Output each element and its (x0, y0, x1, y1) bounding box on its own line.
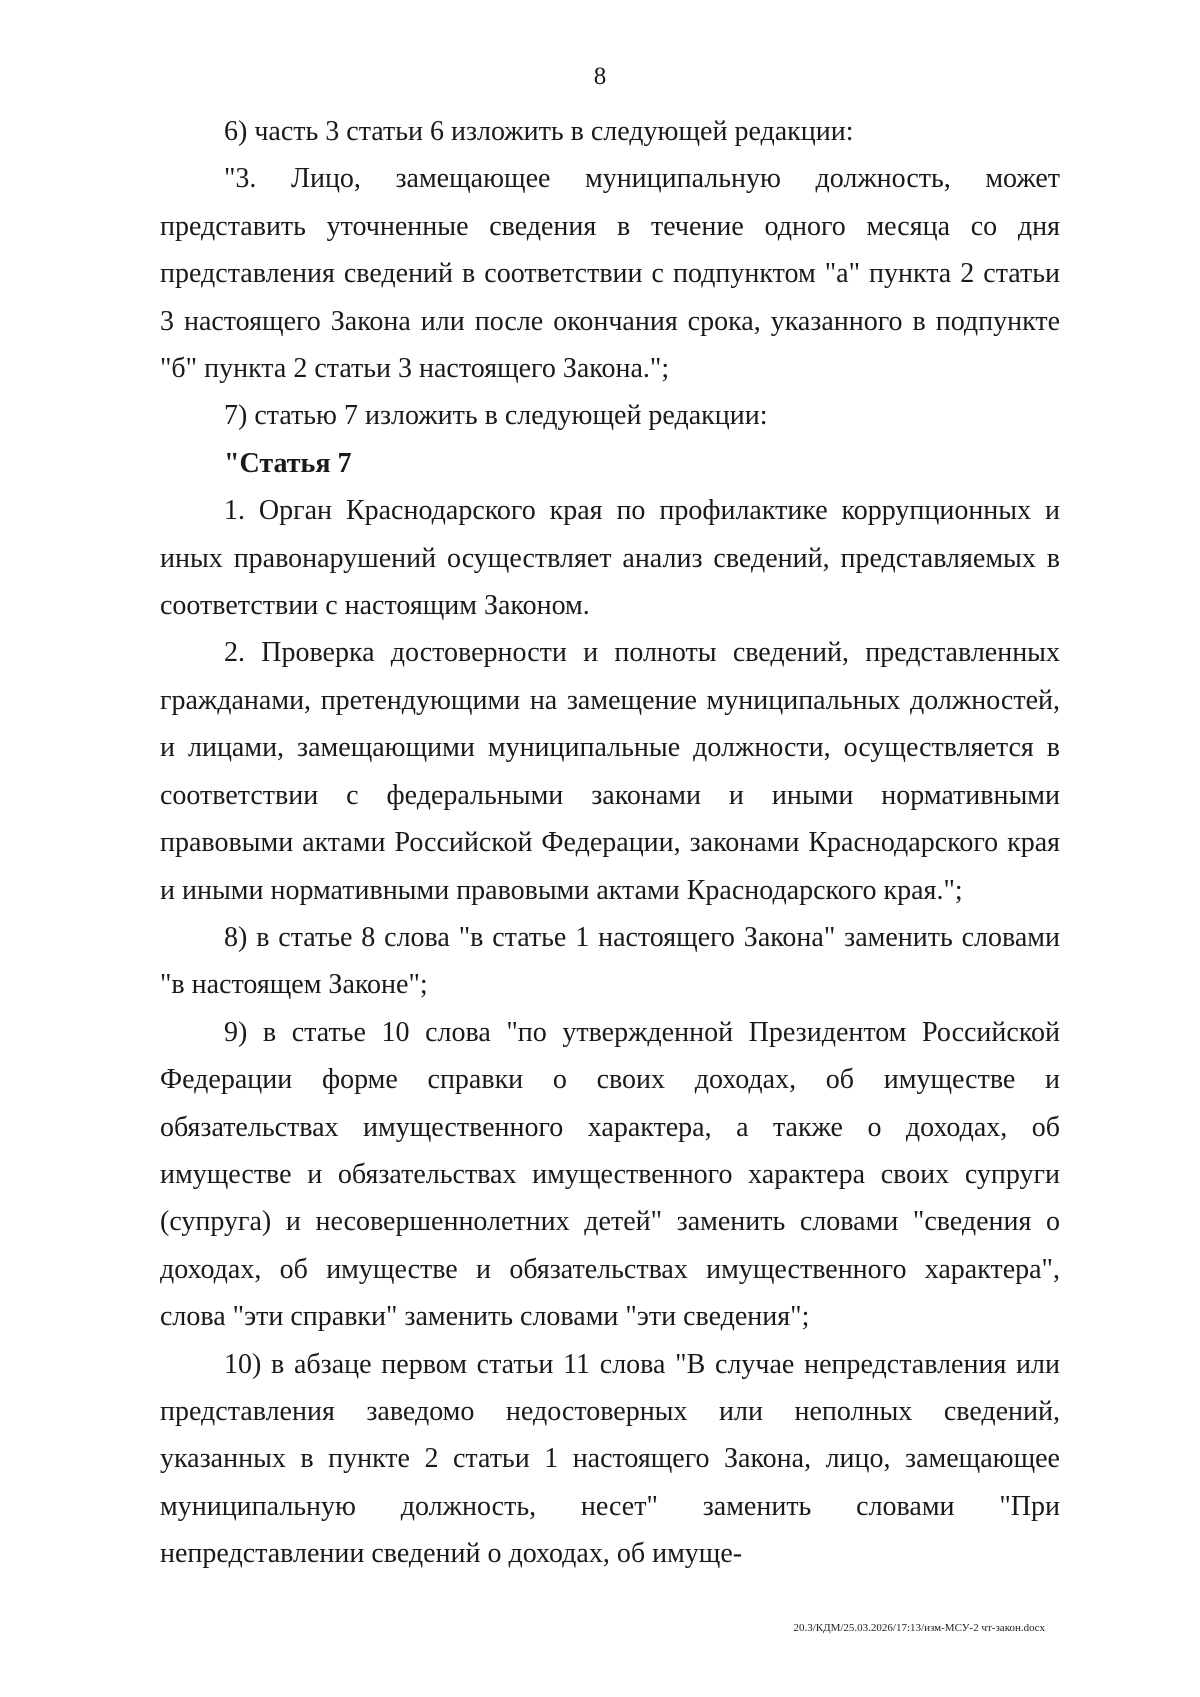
paragraph-item-9: 9) в статье 10 слова "по утвержденной Президентом Российской Федерации форме справки о своих доходах, об имуществе и обязательствах имущественного характера, а также о доходах, об имуществе и обязательствах имущественного характера своих супруги (супруга) и несовершеннолетних детей" заменить словами "сведения о доходах, об имуществе и обязательствах имущественного характера", слова "эти справки" заменить словами "эти сведения"; (160, 1016, 1060, 1333)
paragraph-item-6: 6) часть 3 статьи 6 изложить в следующей редакции: (224, 116, 854, 147)
page-number: 8 (593, 63, 607, 90)
paragraph-part-3-new-text: "3. Лицо, замещающее муниципальную должность, может представить уточненные сведения в течение одного месяца со дня представления сведений в соответствии с подпунктом "а" пункта 2 статьи 3 настоящего Закона или после окончания срока, указанного в подпункте "б" пункта 2 статьи 3 настоящего Закона."; (160, 163, 1060, 385)
paragraph-item-7: 7) статью 7 изложить в следующей редакции: (224, 400, 768, 432)
paragraph-item-10: 10) в абзаце первом статьи 11 слова "В случае непредставления или представления заведомо недостоверных или неполных сведений, указанных в пункте 2 статьи 1 настоящего Закона, лицо, замещающее муниципальную должность, несет" заменить словами "При непредставлении сведений о доходах, об имуще- (160, 1348, 1060, 1570)
paragraph-item-8: 8) в статье 8 слова "в статье 1 настоящего Закона" заменить словами "в настоящем Законе"; (160, 921, 1060, 1001)
article-7-part-2: 2. Проверка достоверности и полноты сведений, представленных гражданами, претендующими на замещение муниципальных должностей, и лицами, замещающими муниципальные должности, осуществляется в соответствии с федеральными законами и иными нормативными правовыми актами Российской Федерации, законами Краснодарского края и иными нормативными правовыми актами Краснодарского края."; (160, 637, 1060, 906)
article-7-part-1: 1. Орган Краснодарского края по профилактике коррупционных и иных правонарушений осуществляет анализ сведений, представляемых в соответствии с настоящим Законом. (160, 495, 1060, 622)
article-7-heading: "Статья 7 (224, 447, 352, 479)
document-footer-code: 20.3/КДМ/25.03.2026/17:13/изм-МСУ-2 чт-закон.docx (793, 1622, 1045, 1634)
document-body (160, 108, 1060, 1578)
